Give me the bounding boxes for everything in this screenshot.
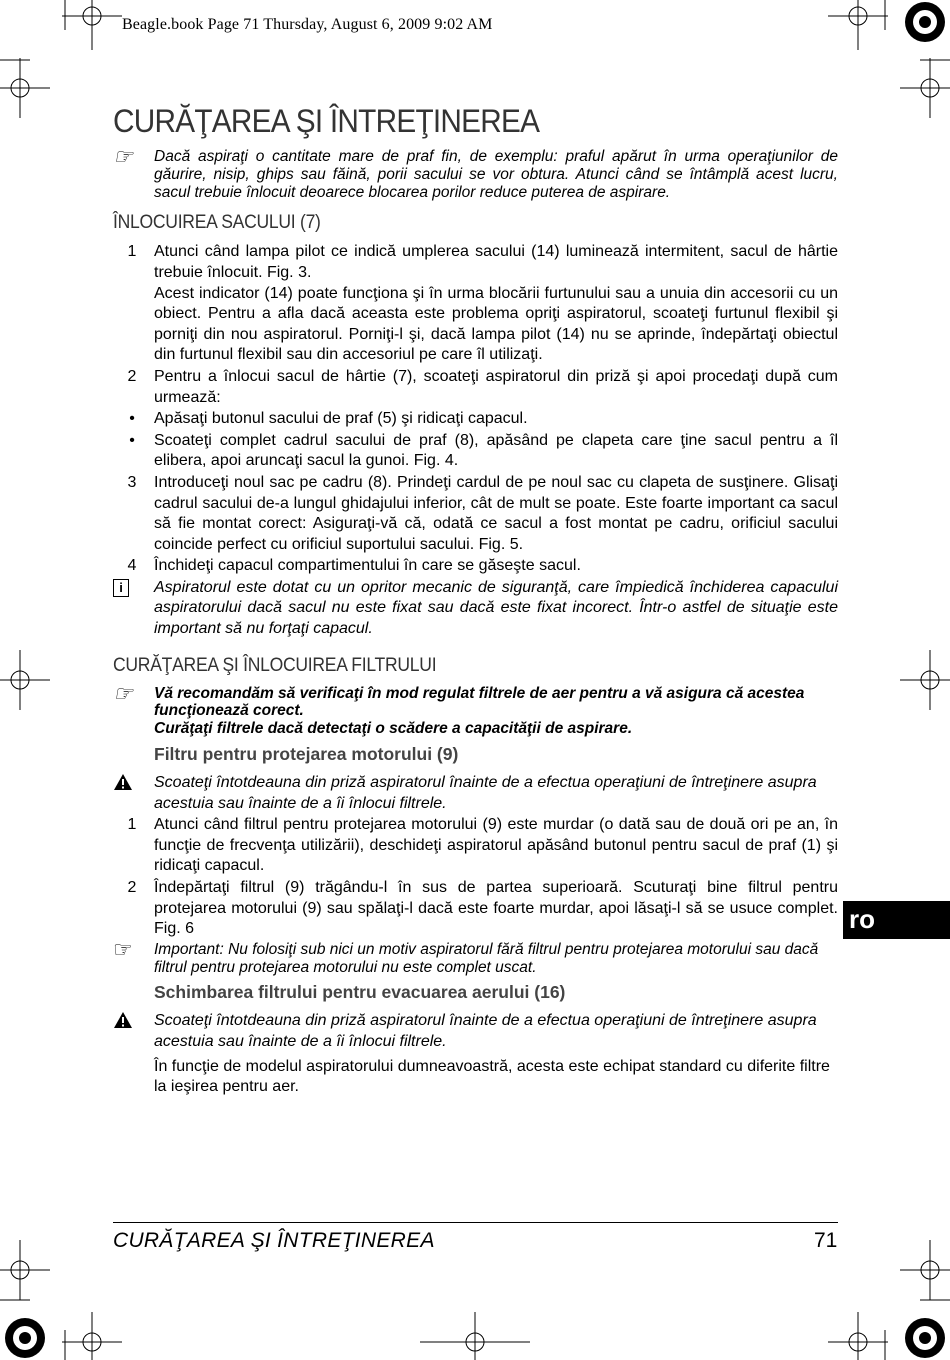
intro-note-text: Dacă aspiraţi o cantitate mare de praf fin, de exemplu: praful apărut în urma operaţiunilor de găurire, nisip, ghips sau făină, porii sacului se vor obtura. Atunci când se întâmplă acest lucru, sacul trebuie înlocuit deoarece blocarea porilor reduce puterea de aspirare.: [154, 148, 838, 201]
list-marker: 2: [127, 879, 137, 897]
list-item: [113, 409, 838, 430]
list-item-text: Apăsaţi butonul sacului de praf (5) şi ridicaţi capacul.: [154, 410, 528, 428]
paragraph: [113, 1057, 838, 1098]
crosshair-icon: [420, 1312, 530, 1360]
pointing-hand-icon: ☞: [113, 680, 133, 706]
crosshair-icon: [0, 650, 50, 710]
list-item: [113, 242, 838, 366]
list-item-text: Introduceţi noul sac pe cadru (8). Prindeţi cardul de pe noul sac cu clapeta de susţinere. Glisaţi cadrul sacului de-a lungul ghidajului inferior, cât de mult se poate. Este foarte important ca sacul să fie montat corect: Asiguraţi-vă că, odată ce sacul a fost montat pe cadru, orificiul sacului coincide perfect cu orificiul suportului sacului. Fig. 5.: [154, 473, 838, 553]
paragraph-text: În funcţie de modelul aspiratorului dumneavoastră, acesta este echipat standard cu diferite filtre la ieşirea pentru aer.: [154, 1057, 830, 1096]
page-number: 71: [814, 1229, 838, 1252]
bullet-marker: •: [129, 410, 135, 428]
page-content: [113, 103, 838, 1099]
list-marker: 2: [127, 367, 137, 385]
star-target-icon: [905, 1318, 945, 1358]
filter-note-line1: Vă recomandăm să verificaţi în mod regulat filtrele de aer pentru a vă asigura că acestea funcţionează corect.: [154, 684, 805, 720]
list-item-text: Scoateţi complet cadrul sacului de praf (8), apăsând pe clapeta care ţine sacul pentru a îl elibera, apoi aruncaţi sacul la gunoi. Fig. 4.: [154, 431, 838, 470]
crosshair-icon: [0, 58, 50, 118]
list-marker: 1: [127, 243, 137, 261]
filter-note: [113, 680, 838, 738]
section-heading: ÎNLOCUIREA SACULUI (7): [113, 211, 321, 234]
language-tab: ro: [843, 901, 950, 939]
list-item: [113, 431, 838, 472]
crosshair-icon: [62, 1312, 122, 1360]
crosshair-icon: [900, 58, 950, 118]
info-note-text: Aspiratorul este dotat cu un opritor mecanic de siguranţă, care împiedică închiderea capacului aspiratorului dacă sacul nu este fixat sau dacă este fixat incorect. Într-o astfel de situaţie este important să nu forţaţi capacul.: [154, 578, 838, 638]
warning-icon: [113, 773, 145, 798]
pointing-hand-icon: ☞: [113, 144, 133, 169]
list-item: [113, 815, 838, 877]
list-item: [113, 878, 838, 940]
list-marker: 1: [127, 816, 137, 834]
important-note: [113, 936, 838, 977]
page-title: CURĂŢAREA ŞI ÎNTREŢINEREA: [113, 103, 540, 139]
bullet-marker: •: [129, 431, 135, 449]
subsection-heading: Schimbarea filtrului pentru evacuarea aerului (16): [154, 982, 566, 1003]
crosshair-icon: [62, 0, 122, 50]
warning-icon: [113, 1011, 145, 1036]
intro-note: [113, 144, 838, 201]
list-item: [113, 556, 838, 577]
list-item: [113, 367, 838, 408]
crosshair-icon: [0, 1240, 50, 1300]
section-heading: CURĂŢAREA ŞI ÎNLOCUIREA FILTRULUI: [113, 653, 437, 676]
warning-note: [113, 773, 838, 814]
list-marker: 4: [127, 557, 137, 575]
crosshair-icon: [900, 1240, 950, 1300]
subsection-heading: Filtru pentru protejarea motorului (9): [154, 744, 459, 765]
list-item-text: Atunci când lampa pilot ce indică umplerea sacului (14) luminează intermitent, sacul de hârtie trebuie înlocuit. Fig. 3.: [154, 243, 838, 281]
footer-divider: [113, 1222, 838, 1223]
list-item-text: Atunci când filtrul pentru protejarea motorului (9) este murdar (o dată sau de două ori pe an, în funcţie de frecvenţa utilizării), deschideţi aspiratorul apăsând butonul pentru sacul de praf (1) şi ridicaţi capacul.: [154, 816, 838, 875]
crosshair-icon: [900, 650, 950, 710]
pointing-hand-icon: ☞: [113, 936, 133, 962]
list-item: [113, 473, 838, 555]
star-target-icon: [905, 2, 945, 42]
list-item-text: Acest indicator (14) poate funcţiona şi în urma blocării furtunului sau a unuia din accesorii cu un obiect. Pentru a afla dacă aceasta este problema opriţi aspiratorul, scoateţi furtunul flexibil şi porniţi din nou aspiratorul. Porniţi-l şi, dacă lampa pilot (14) nu se aprinde, îndepărtaţi obiectul din furtunul flexibil sau din accesoriul pe care îl utilizaţi.: [154, 284, 838, 364]
list-item-text: Închideţi capacul compartimentului în care se găseşte sacul.: [154, 557, 581, 575]
warning-text: Scoateţi întotdeauna din priză aspiratorul înainte de a efectua operaţiuni de întreţinere asupra acestuia sau înainte de a îi înlocui filtrele.: [154, 1012, 817, 1050]
warning-note: [113, 1011, 838, 1052]
print-header: Beagle.book Page 71 Thursday, August 6, 2009 9:02 AM: [122, 16, 493, 33]
info-icon: i: [113, 579, 129, 597]
star-target-icon: [5, 1318, 45, 1358]
list-marker: 3: [127, 473, 137, 491]
crosshair-icon: [828, 1312, 888, 1360]
important-text: Important: Nu folosiţi sub nici un motiv aspiratorul fără filtrul pentru protejarea motorului sau dacă filtrul pentru protejarea motorului nu este complet uscat.: [154, 940, 819, 976]
list-item-text: Îndepărtaţi filtrul (9) trăgându-l în sus de partea superioară. Scuturaţi bine filtrul pentru protejarea motorului (9) sau spălaţi-l dacă este foarte murdar, apoi lăsaţi-l să se usuce complet. Fig. 6: [154, 879, 838, 938]
info-note: [113, 578, 838, 640]
filter-note-line2: Curăţaţi filtrele dacă detectaţi o scădere a capacităţii de aspirare.: [154, 720, 633, 738]
list-item-text: Pentru a înlocui sacul de hârtie (7), scoateţi aspiratorul din priză şi apoi procedaţi după cum urmează:: [154, 367, 838, 406]
warning-text: Scoateţi întotdeauna din priză aspiratorul înainte de a efectua operaţiuni de întreţinere asupra acestuia sau înainte de a îi înlocui filtrele.: [154, 774, 817, 812]
crosshair-icon: [828, 0, 888, 50]
footer-title: CURĂŢAREA ŞI ÎNTREŢINEREA: [113, 1229, 435, 1252]
